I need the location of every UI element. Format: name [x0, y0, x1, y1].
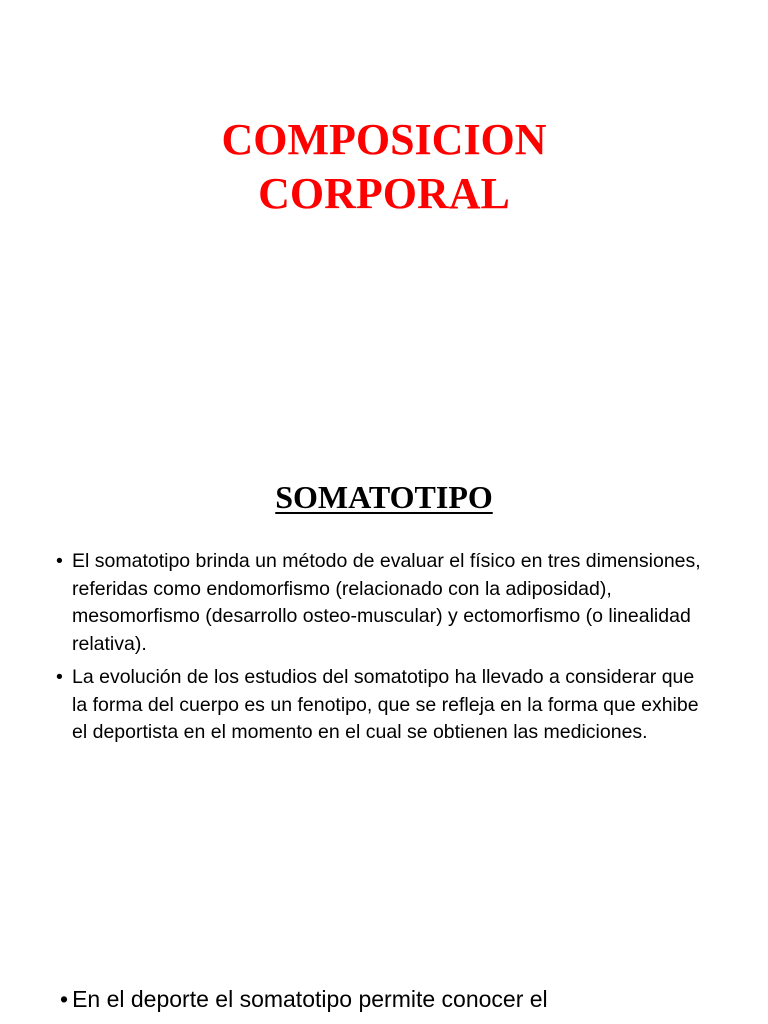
- bullet-text: La evolución de los estudios del somatotipo ha llevado a considerar que la forma del cuerpo es un fenotipo, que se refleja en la forma que exhibe el deportista en el momento en el cual se obtienen las mediciones.: [72, 666, 699, 743]
- list-item: [56, 548, 706, 658]
- bullet-icon: •: [60, 986, 69, 1012]
- title-line-1: COMPOSICION: [221, 115, 547, 164]
- slide-title: [0, 0, 768, 452]
- section-heading: SOMATOTIPO: [275, 479, 493, 515]
- slide-somatotipo: [0, 452, 768, 972]
- bullet-text: El somatotipo brinda un método de evaluar el físico en tres dimensiones, referidas como endomorfismo (relacionado con la adiposidad), mesomorfismo (desarrollo osteo-muscular) y ectomorfismo (o linealidad relativa).: [72, 550, 701, 655]
- bullet-icon: •: [56, 550, 63, 572]
- list-item: [56, 664, 706, 747]
- title-line-2: CORPORAL: [258, 169, 510, 218]
- page-title: [0, 113, 768, 221]
- bullet-text: En el deporte el somatotipo permite conocer el: [72, 986, 548, 1012]
- bullet-icon: •: [56, 666, 63, 688]
- list-item: [60, 984, 740, 1014]
- slide-deporte: [0, 972, 768, 1024]
- bullet-list: [56, 548, 706, 753]
